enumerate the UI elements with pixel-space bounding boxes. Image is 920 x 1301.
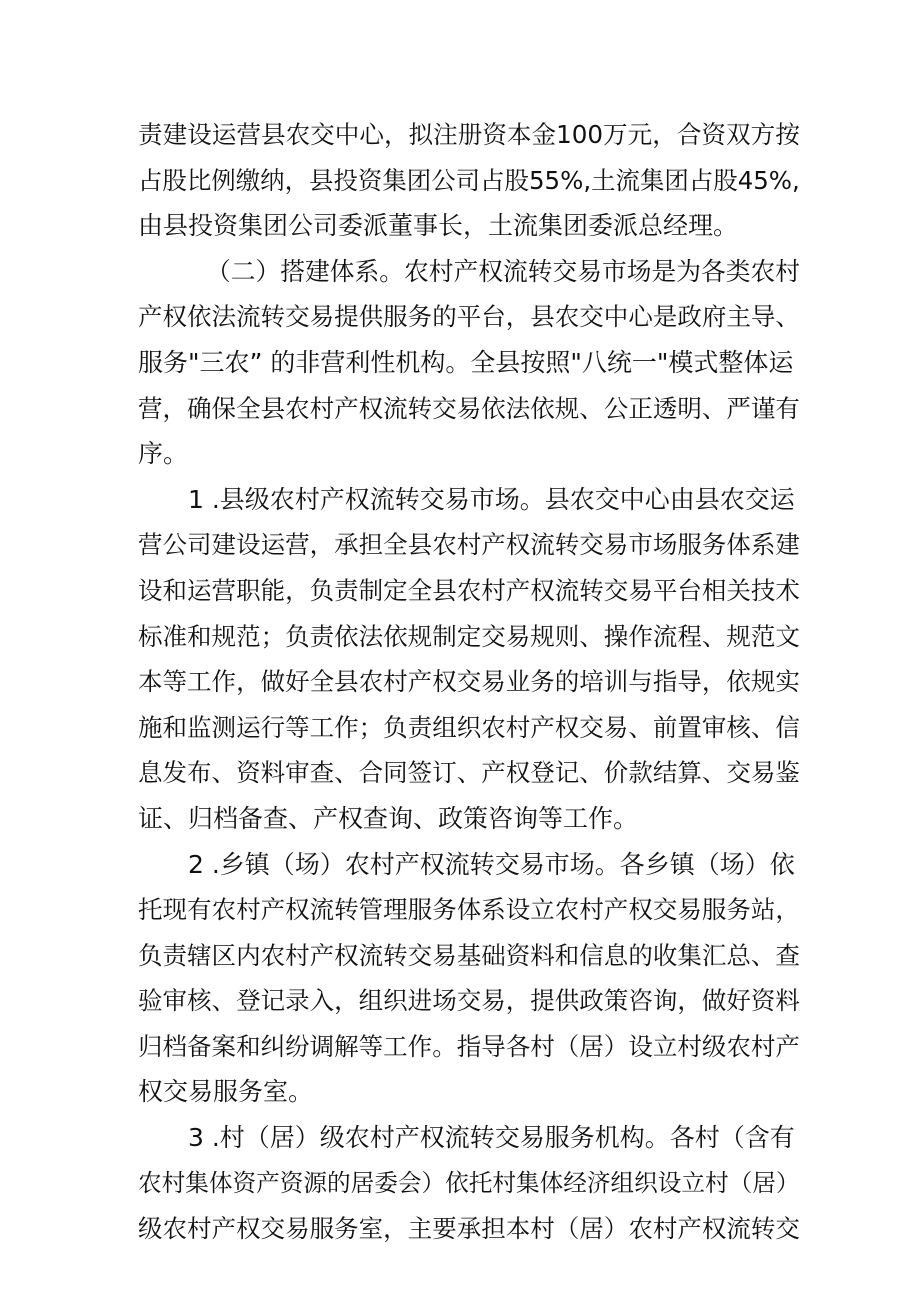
text-line: 归档备案和纠纷调解等工作。指导各村（居）设立村级农村产 bbox=[138, 1031, 800, 1061]
text-line: 3 .村（居）级农村产权流转交易服务机构。各村（含有 bbox=[188, 1123, 795, 1153]
text-line: 标准和规范；负责依法依规制定交易规则、操作流程、规范文 bbox=[138, 621, 800, 651]
paragraph-county-market bbox=[138, 477, 800, 842]
paragraph-township-market bbox=[138, 842, 800, 1116]
text-line: 施和监测运行等工作；负责组织农村产权交易、前置审核、信 bbox=[138, 712, 800, 742]
text-line: 营公司建设运营，承担全县农村产权流转交易市场服务体系建 bbox=[138, 530, 800, 560]
text-line: 验审核、登记录入，组织进场交易，提供政策咨询，做好资料 bbox=[138, 986, 800, 1016]
document-body bbox=[138, 112, 800, 1252]
text-line: 由县投资集团公司委派董事长，土流集团委派总经理。 bbox=[138, 211, 739, 241]
text-line: 2 .乡镇（场）农村产权流转交易市场。各乡镇（场）依 bbox=[188, 849, 795, 879]
text-line: 权交易服务室。 bbox=[138, 1077, 314, 1107]
text-line: 托现有农村产权流转管理服务体系设立农村产权交易服务站， bbox=[138, 895, 800, 925]
text-line: 证、归档备查、产权查询、政策咨询等工作。 bbox=[138, 803, 639, 833]
text-line: （二）搭建体系。农村产权流转交易市场是为各类农村 bbox=[206, 256, 800, 286]
text-line: 1 .县级农村产权流转交易市场。县农交中心由县农交运 bbox=[188, 484, 795, 514]
text-line: 序。 bbox=[138, 439, 189, 469]
text-line: 设和运营职能，负责制定全县农村产权流转交易平台相关技术 bbox=[138, 575, 800, 605]
paragraph-village-service bbox=[138, 1115, 800, 1252]
text-line: 营，确保全县农村产权流转交易依法依规、公正透明、严谨有 bbox=[138, 393, 800, 423]
text-line: 占股比例缴纳，县投资集团公司占股55%,土流集团占股45%, bbox=[138, 165, 800, 195]
text-line: 负责辖区内农村产权流转交易基础资料和信息的收集汇总、查 bbox=[138, 940, 800, 970]
text-line: 服务"三农” 的非营利性机构。全县按照"八统一"模式整体运 bbox=[138, 347, 794, 377]
paragraph-capital-shares bbox=[138, 112, 800, 249]
paragraph-build-system bbox=[138, 249, 800, 477]
text-line: 产权依法流转交易提供服务的平台，县农交中心是政府主导、 bbox=[138, 302, 800, 332]
text-line: 农村集体资产资源的居委会）依托村集体经济组织设立村（居） bbox=[138, 1168, 800, 1197]
text-line: 级农村产权交易服务室，主要承担本村（居）农村产权流转交 bbox=[138, 1214, 800, 1244]
text-line: 本等工作，做好全县农村产权交易业务的培训与指导，依规实 bbox=[138, 667, 800, 697]
text-line: 息发布、资料审查、合同签订、产权登记、价款结算、交易鉴 bbox=[138, 758, 800, 788]
text-line: 责建设运营县农交中心，拟注册资本金100万元，合资双方按 bbox=[138, 120, 800, 149]
